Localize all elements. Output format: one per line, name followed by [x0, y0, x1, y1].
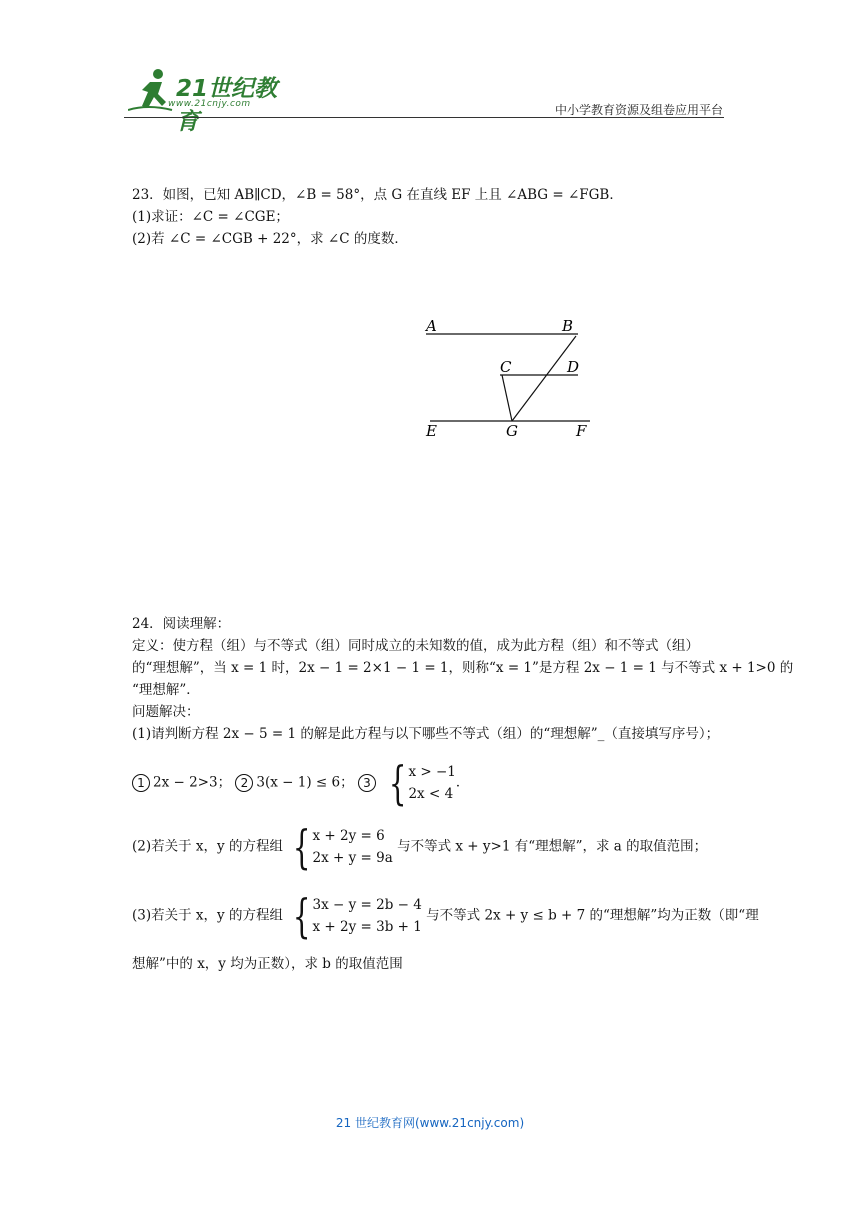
brace-icon: {: [293, 820, 311, 874]
q24-solve-label: 问题解决：: [132, 704, 200, 720]
option-2: 3(x − 1) ≤ 6；: [256, 774, 354, 791]
label-d: D: [567, 358, 580, 376]
q24-part3-post: 与不等式 2x + y ≤ b + 7 的“理想解”均为正数（即“理: [426, 907, 759, 924]
q24-part2-eq1: x + 2y = 6: [312, 828, 385, 844]
option-2-marker: 2: [235, 774, 253, 792]
q24-part3-continued: [132, 953, 403, 975]
q24-part3-line2: 想解”中的 x，y 均为正数），求 b 的取值范围: [132, 956, 403, 972]
q23-part2: (2)若 ∠C = ∠CGB + 22°，求 ∠C 的度数．: [132, 231, 408, 247]
q24-definition-1: 定义：使方程（组）与不等式（组）同时成立的未知数的值，成为此方程（组）和不等式（组）: [132, 638, 699, 654]
header-divider: [124, 117, 724, 118]
label-g: G: [506, 422, 518, 440]
platform-label: 中小学教育资源及组卷应用平台: [554, 103, 723, 117]
footer-link[interactable]: 21 世纪教育网(www.21cnjy.com): [335, 1116, 525, 1130]
q24-part2-post: 与不等式 x + y>1 有“理想解”，求 a 的取值范围；: [397, 838, 708, 855]
q24-part2-system: [287, 820, 393, 874]
geometry-figure: [420, 316, 600, 446]
option-3-system: [383, 756, 456, 810]
q24-part3-system: [287, 889, 422, 943]
label-a: A: [426, 317, 437, 335]
label-b: B: [562, 317, 574, 335]
label-c: C: [500, 358, 512, 376]
option-1: 2x − 2>3；: [153, 774, 232, 791]
logo-text: 21世纪教育: [176, 76, 278, 135]
option-3-ineq-1: x > −1: [408, 764, 456, 780]
q23-part1: (1)求证：∠C = ∠CGE；: [132, 209, 289, 225]
label-e: E: [426, 422, 437, 440]
question-23: [132, 184, 623, 250]
option-3-ineq-2: 2x < 4: [408, 786, 454, 802]
question-24: [132, 613, 793, 745]
q24-part2-pre: (2)若关于 x，y 的方程组: [132, 838, 283, 855]
brace-icon: {: [293, 889, 311, 943]
q24-part3-eq2: x + 2y = 3b + 1: [312, 919, 422, 935]
q24-part3-pre: (3)若关于 x，y 的方程组: [132, 907, 283, 924]
label-f: F: [576, 422, 587, 440]
q24-part2: [132, 820, 708, 874]
q24-part2-eq2: 2x + y = 9a: [312, 850, 393, 866]
q24-definition-3: “理想解”．: [132, 682, 200, 698]
q24-definition-2: 的“理想解”，当 x = 1 时，2x − 1 = 2×1 − 1 = 1，则称“x = 1”是方程 2x − 1 = 1 与不等式 x + 1>0 的: [132, 660, 794, 676]
site-logo: [128, 66, 298, 135]
q24-title: 24．阅读理解：: [132, 616, 231, 632]
q24-part1: (1)请判断方程 2x − 5 = 1 的解是此方程与以下哪些不等式（组）的“理想解”_（直接填写序号）；: [132, 726, 720, 742]
q24-part1-options: [132, 756, 470, 810]
option-3-marker: 3: [358, 774, 376, 792]
brace-icon: {: [389, 756, 407, 810]
logo-url: www.21cnjy.com: [168, 99, 251, 109]
q23-statement: 23．如图，已知 AB∥CD，∠B = 58°，点 G 在直线 EF 上且 ∠ABG = ∠FGB．: [132, 187, 623, 203]
option-1-marker: 1: [132, 774, 150, 792]
q24-part3-eq1: 3x − y = 2b − 4: [312, 897, 422, 913]
option-3-end: ．: [455, 774, 470, 791]
q24-part3: [132, 889, 759, 943]
